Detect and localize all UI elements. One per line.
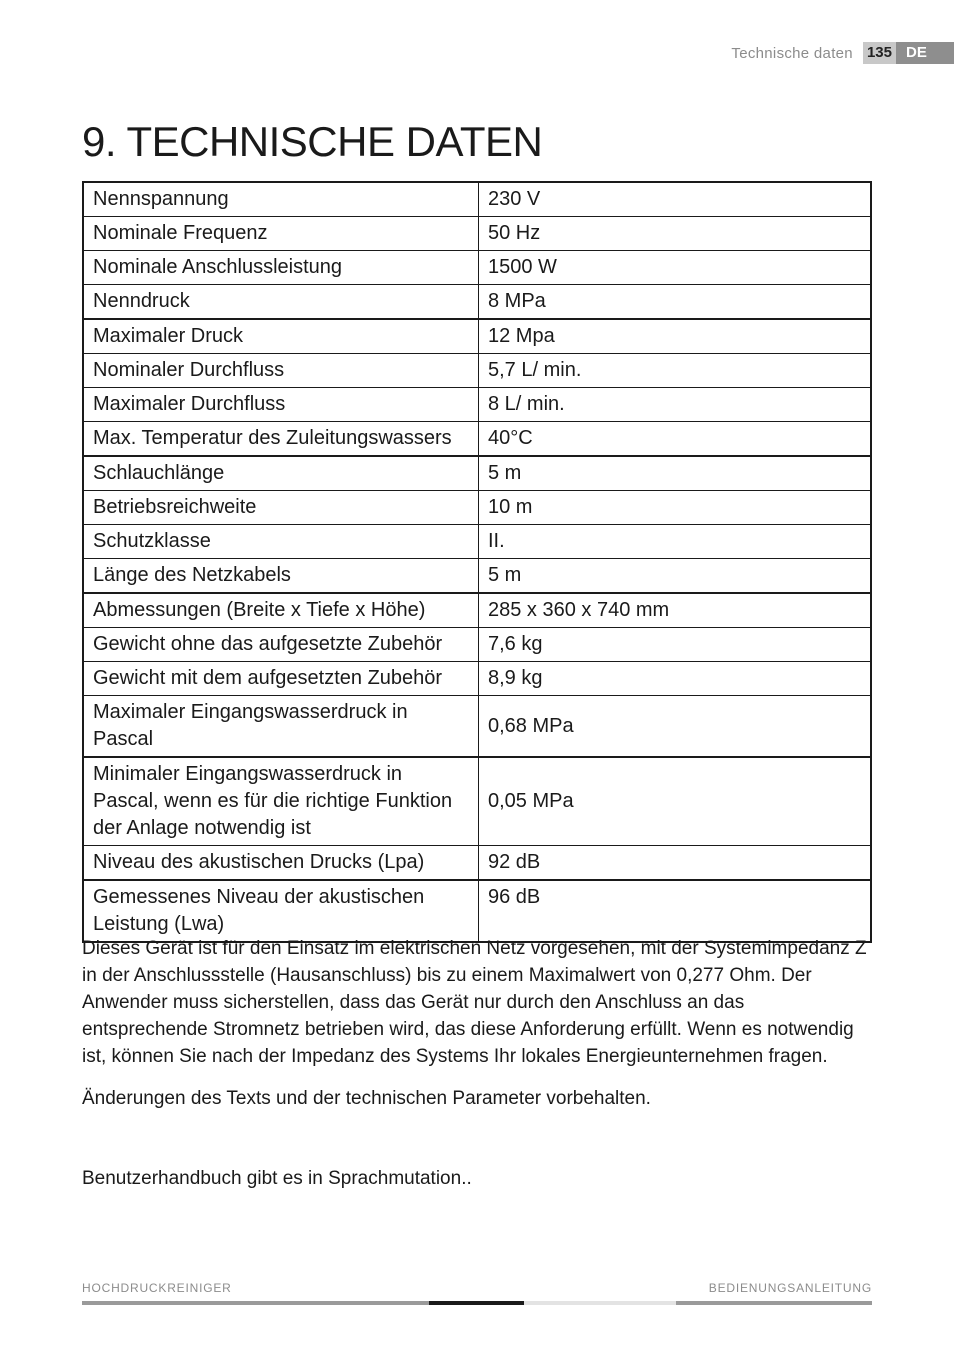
spec-label: Gewicht ohne das aufgesetzte Zubehör [83,628,479,662]
table-row [83,628,871,662]
manual-language-note: Benutzerhandbuch gibt es in Sprachmutation.. [82,1168,472,1189]
spec-value: 5 m [479,559,872,594]
footer-divider [82,1301,872,1305]
spec-value: 285 x 360 x 740 mm [479,593,872,628]
impedance-paragraph: Dieses Gerät ist für den Einsatz im elektrischen Netz vorgesehen, mit der Systemimpedanz Z in der Anschlussstelle (Hausanschluss) bis zu einem Maximalwert von 0,277 Ohm. Der Anwender muss sicherstellen, dass das Gerät nur durch den Anschluss an das entsprechende Stromnetz betrieben wird, das diese Anforderung erfüllt. Wenn es notwendig ist, können Sie nach der Impedanz des Systems Ihr lokales Energieunternehmen fragen. [82,938,867,1067]
spec-value: 8 L/ min. [479,388,872,422]
table-row [83,251,871,285]
spec-label: Nominaler Durchfluss [83,354,479,388]
footer-bar-segment [82,1301,429,1305]
spec-value: 92 dB [479,846,872,881]
spec-label: Abmessungen (Breite x Tiefe x Höhe) [83,593,479,628]
page-title: 9. TECHNISCHE DATEN [82,118,543,165]
table-row [83,456,871,491]
table-row [83,880,871,942]
table-row [83,757,871,846]
spec-label: Nominale Frequenz [83,217,479,251]
spec-value: 5 m [479,456,872,491]
table-row [83,388,871,422]
spec-label: Max. Temperatur des Zuleitungswassers [83,422,479,457]
table-row [83,559,871,594]
spec-label: Maximaler Druck [83,319,479,354]
spec-value: 5,7 L/ min. [479,354,872,388]
table-row [83,422,871,457]
table-row [83,593,871,628]
spec-value: 8,9 kg [479,662,872,696]
spec-label: Niveau des akustischen Drucks (Lpa) [83,846,479,881]
footer-bar-segment [676,1301,872,1305]
spec-label: Schlauchlänge [83,456,479,491]
changes-notice: Änderungen des Texts und der technischen Parameter vorbehalten. [82,1088,651,1109]
technical-data-table [82,181,872,943]
spec-label: Betriebsreichweite [83,491,479,525]
spec-label: Minimaler Eingangswasserdruck in Pascal, wenn es für die richtige Funktion der Anlage notwendig ist [83,757,479,846]
page-number: 135 [863,42,896,64]
spec-value: 50 Hz [479,217,872,251]
spec-value: 0,68 MPa [479,696,872,758]
table-row [83,846,871,881]
spec-label: Nominale Anschlussleistung [83,251,479,285]
spec-label: Gewicht mit dem aufgesetzten Zubehör [83,662,479,696]
spec-value: 7,6 kg [479,628,872,662]
table-row [83,696,871,758]
spec-label: Länge des Netzkabels [83,559,479,594]
spec-value: 10 m [479,491,872,525]
table-row [83,354,871,388]
table-row [83,182,871,217]
spec-value: 8 MPa [479,285,872,320]
spec-value: 40°C [479,422,872,457]
spec-value: 12 Mpa [479,319,872,354]
spec-value: 230 V [479,182,872,217]
table-row [83,319,871,354]
spec-label: Schutzklasse [83,525,479,559]
language-badge: DE [896,42,954,64]
footer-document-name: BEDIENUNGSANLEITUNG [708,1281,872,1295]
footer-bar-segment [524,1301,676,1305]
page-header [731,42,954,64]
spec-value: 0,05 MPa [479,757,872,846]
spec-value: II. [479,525,872,559]
table-row [83,525,871,559]
section-name: Technische daten [731,44,853,62]
spec-label: Maximaler Durchfluss [83,388,479,422]
spec-label: Nennspannung [83,182,479,217]
table-row [83,491,871,525]
spec-label: Gemessenes Niveau der akustischen Leistung (Lwa) [83,880,479,942]
spec-value: 1500 W [479,251,872,285]
spec-label: Maximaler Eingangswasserdruck in Pascal [83,696,479,758]
table-row [83,217,871,251]
table-row [83,662,871,696]
footer-bar-segment [429,1301,524,1305]
table-row [83,285,871,320]
spec-label: Nenndruck [83,285,479,320]
spec-value: 96 dB [479,880,872,942]
footer-product-name: HOCHDRUCKREINIGER [82,1281,232,1295]
